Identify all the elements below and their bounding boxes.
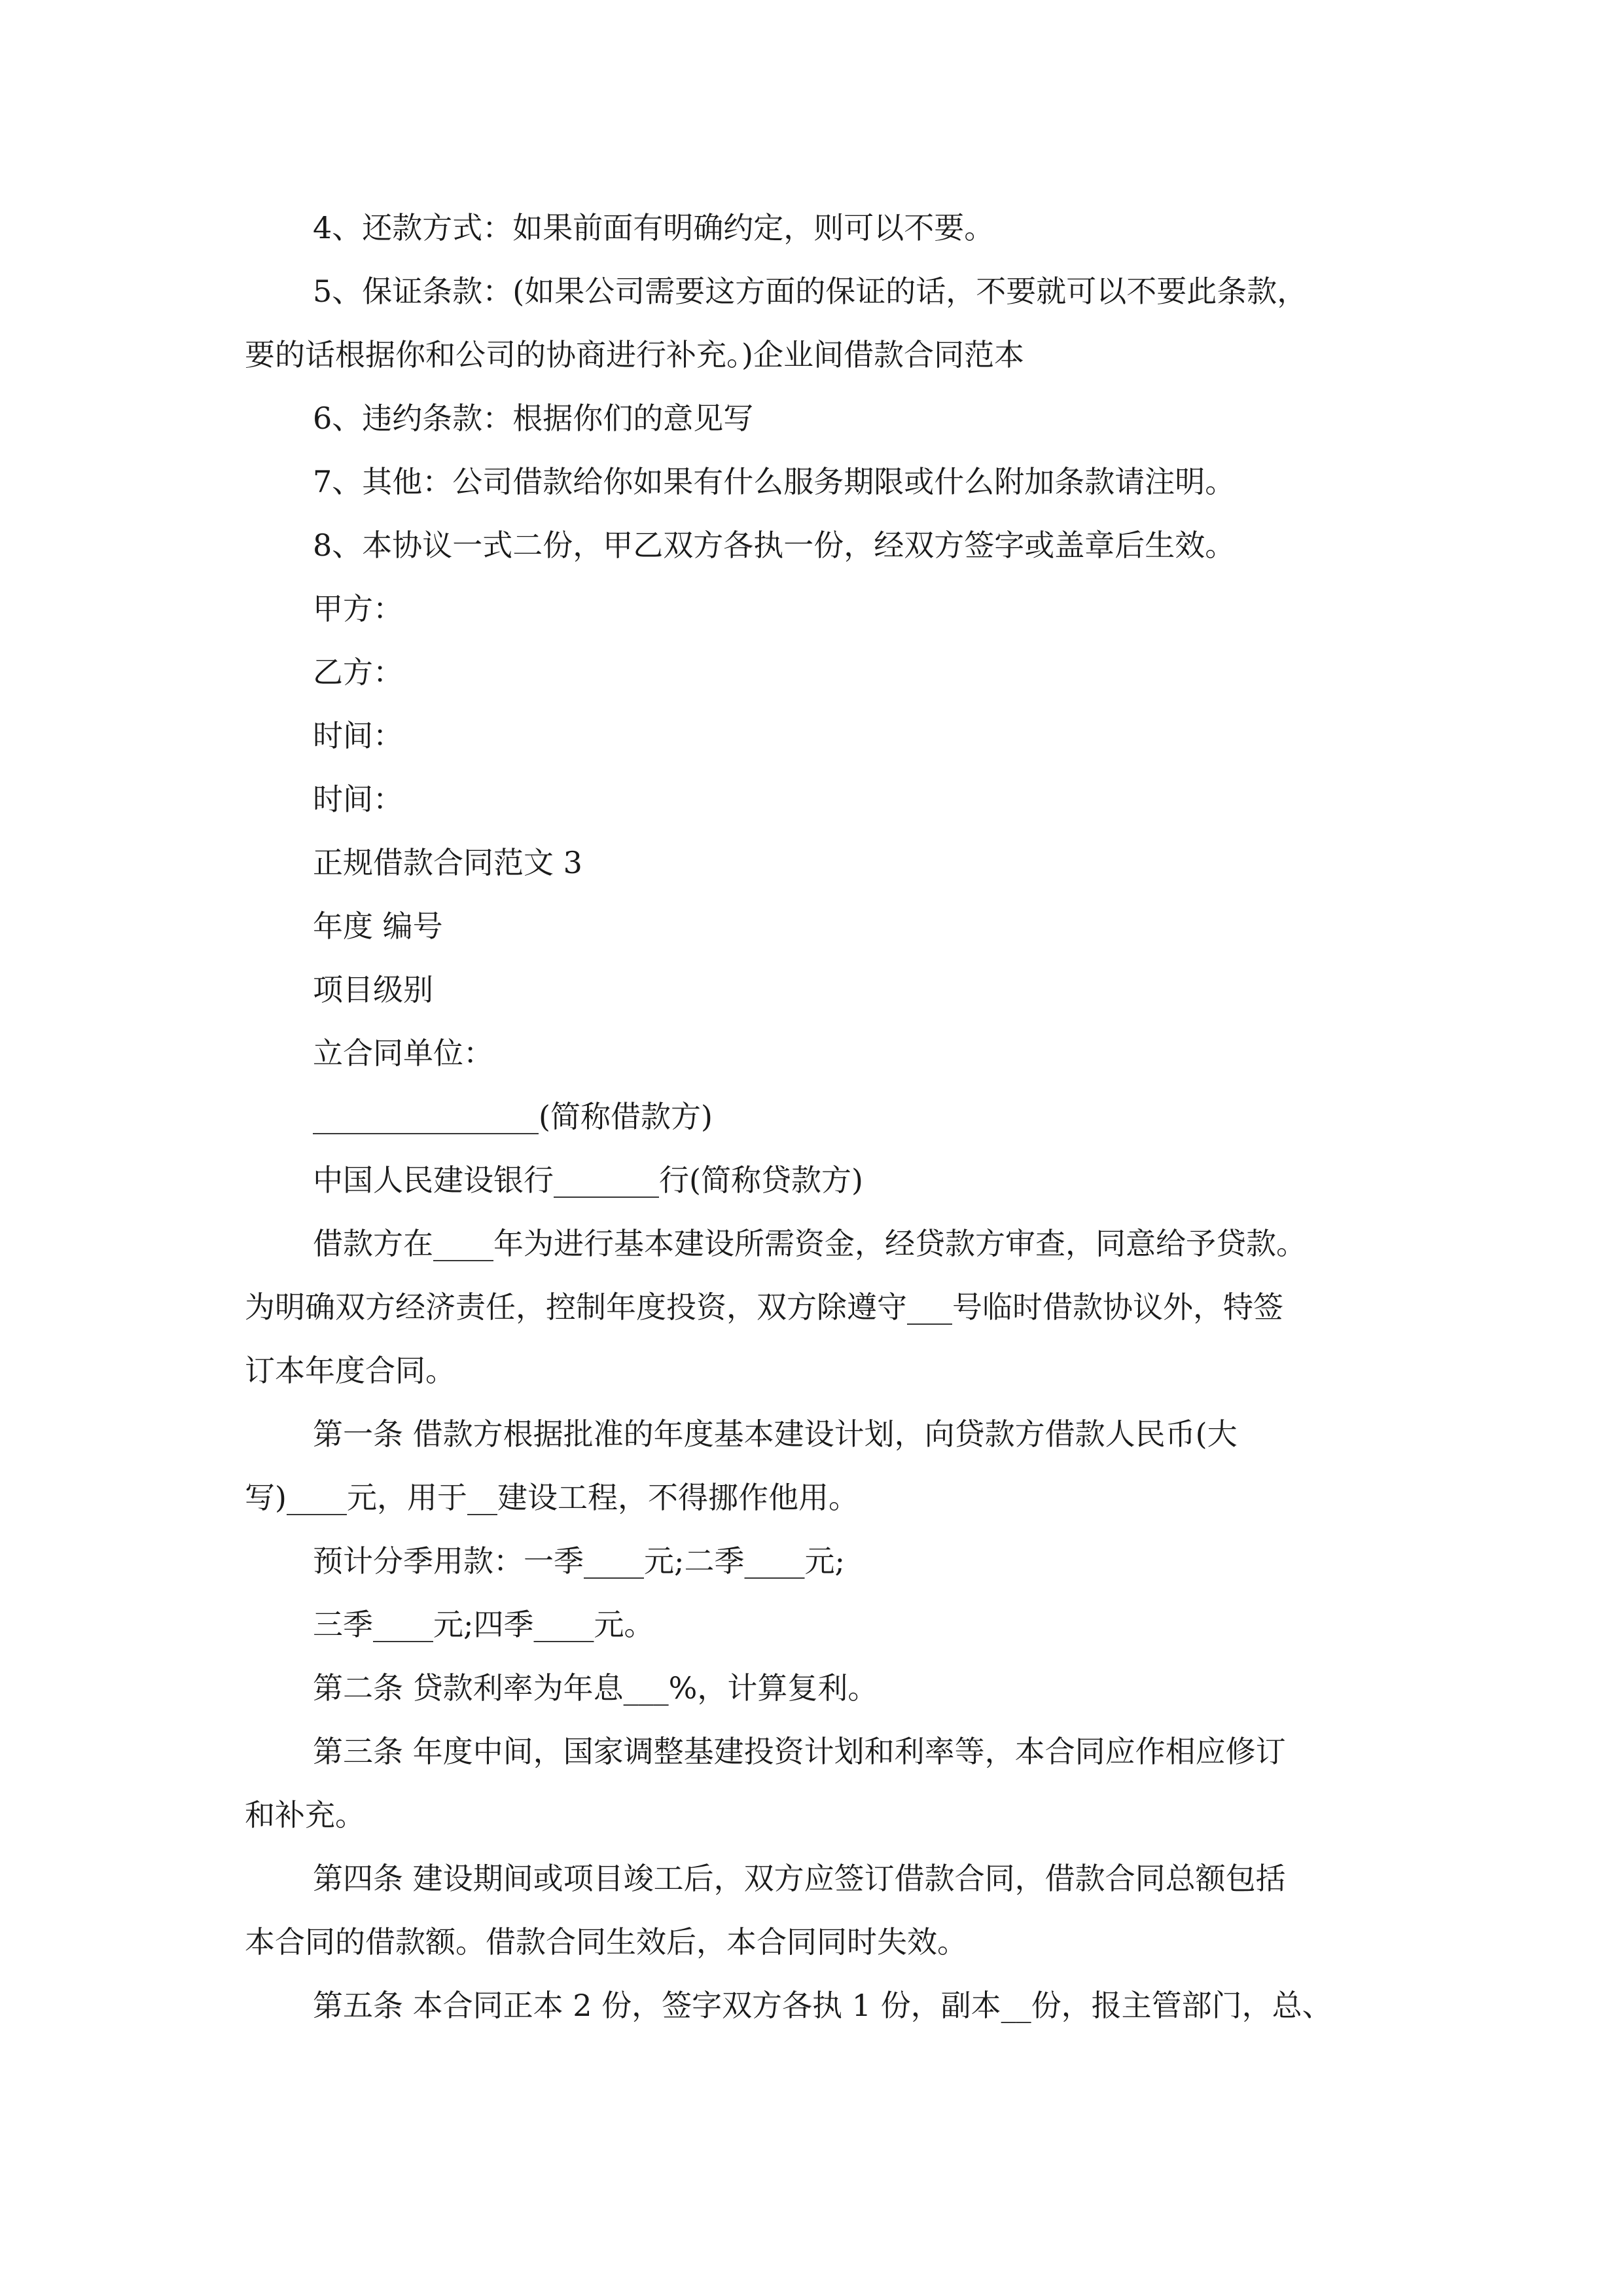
article-4-line-2: 本合同的借款额。借款合同生效后，本合同同时失效。 — [245, 1924, 967, 1960]
year-number-line: 年度 编号 — [313, 908, 443, 944]
article-5-line-1: 第五条 本合同正本 2 份，签字双方各执 1 份，副本__份，报主管部门，总、 — [313, 1988, 1332, 2023]
lender-line: 中国人民建设银行_______行(简称贷款方) — [313, 1162, 863, 1198]
section-heading: 正规借款合同范文 3 — [313, 845, 582, 880]
contract-parties-label: 立合同单位： — [313, 1035, 493, 1071]
clause-copies: 8、本协议一式二份，甲乙双方各执一份，经双方签字或盖章后生效。 — [313, 528, 1236, 563]
party-b-label: 乙方： — [313, 655, 403, 690]
borrower-line: _______________(简称借款方) — [313, 1099, 713, 1134]
date-label-2: 时间： — [313, 781, 403, 817]
clause-repayment-method: 4、还款方式：如果前面有明确约定，则可以不要。 — [313, 210, 995, 245]
article-3-line-1: 第三条 年度中间，国家调整基建投资计划和利率等，本合同应作相应修订 — [313, 1734, 1286, 1769]
quarterly-plan-line-1: 预计分季用款：一季____元;二季____元; — [313, 1543, 845, 1579]
article-2: 第二条 贷款利率为年息___%，计算复利。 — [313, 1670, 878, 1706]
clause-guarantee: 5、保证条款：(如果公司需要这方面的保证的话，不要就可以不要此条款， — [313, 274, 1308, 309]
clause-guarantee-continued: 要的话根据你和公司的协商进行补充。)企业间借款合同范本 — [245, 337, 1024, 372]
preamble-line-2: 为明确双方经济责任，控制年度投资，双方除遵守___号临时借款协议外，特签 — [245, 1289, 1283, 1325]
party-a-label: 甲方： — [313, 591, 403, 626]
preamble-line-3: 订本年度合同。 — [245, 1353, 455, 1388]
clause-other: 7、其他：公司借款给你如果有什么服务期限或什么附加条款请注明。 — [313, 464, 1236, 499]
date-label-1: 时间： — [313, 718, 403, 753]
clause-breach: 6、违约条款：根据你们的意见写 — [313, 401, 754, 436]
article-1-line-1: 第一条 借款方根据批准的年度基本建设计划，向贷款方借款人民币(大 — [313, 1416, 1238, 1452]
preamble-line-1: 借款方在____年为进行基本建设所需资金，经贷款方审查，同意给予贷款。 — [313, 1226, 1306, 1261]
document-body — [245, 196, 1397, 2037]
project-level-line: 项目级别 — [313, 972, 433, 1007]
quarterly-plan-line-2: 三季____元;四季____元。 — [313, 1607, 654, 1642]
article-3-line-2: 和补充。 — [245, 1797, 365, 1833]
article-1-line-2: 写)____元，用于__建设工程，不得挪作他用。 — [245, 1480, 859, 1515]
article-4-line-1: 第四条 建设期间或项目竣工后，双方应签订借款合同，借款合同总额包括 — [313, 1861, 1286, 1896]
